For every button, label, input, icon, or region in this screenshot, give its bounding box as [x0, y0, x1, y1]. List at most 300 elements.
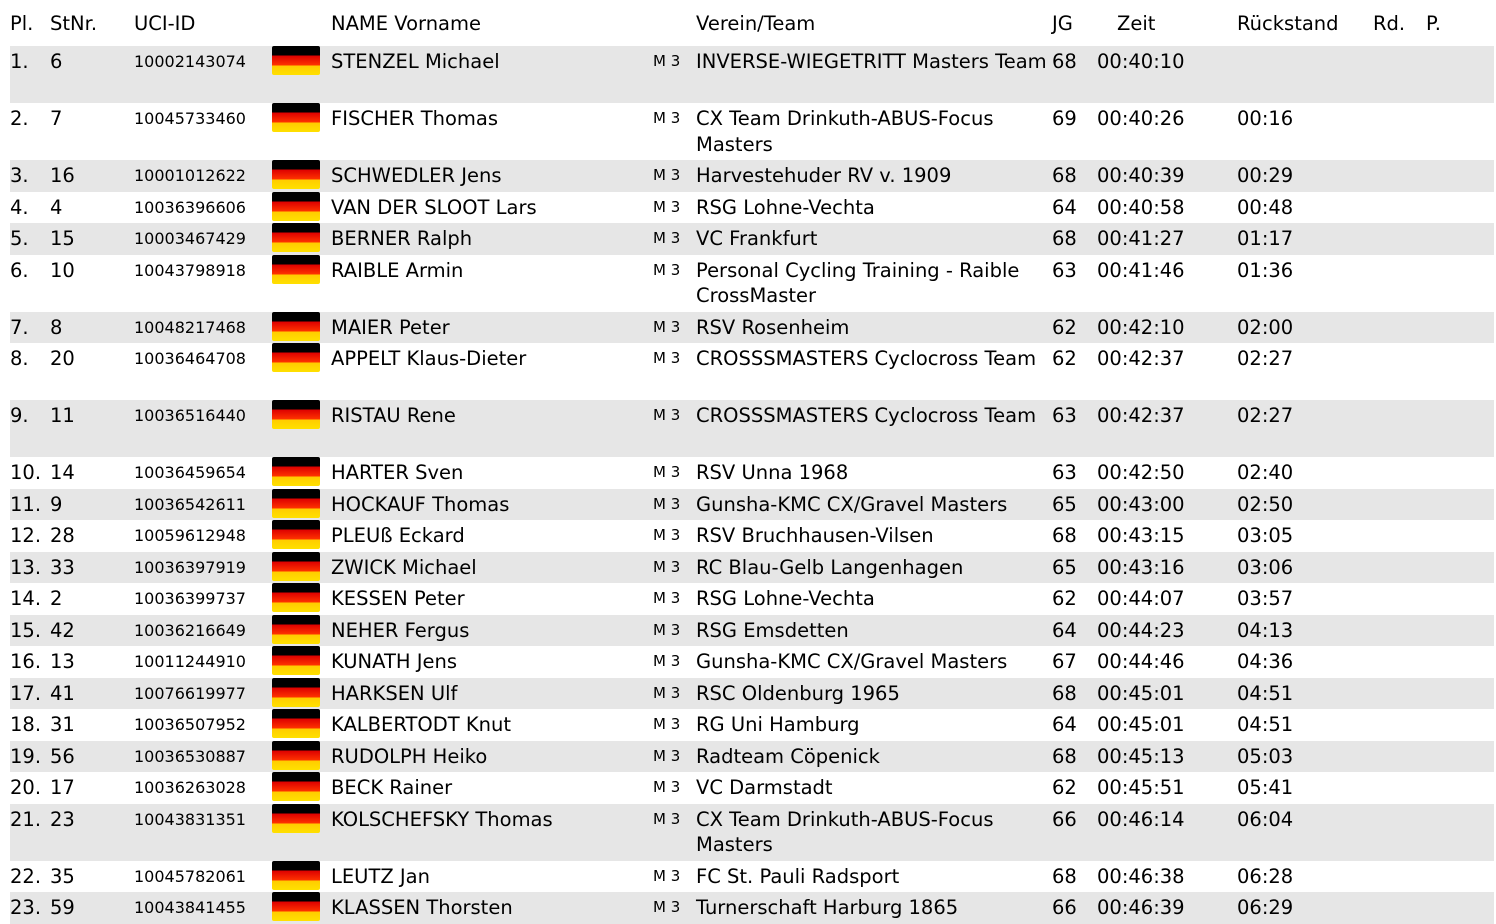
category-cell: M 3 — [653, 526, 681, 544]
col-header-jg: JG — [1052, 11, 1073, 35]
rider-name-cell: KLASSEN Thorsten — [331, 896, 513, 919]
flag-cell — [272, 255, 331, 312]
points-cell — [1426, 457, 1494, 489]
flag-cell — [272, 343, 331, 400]
gap-cell: 03:05 — [1237, 524, 1294, 547]
germany-flag-icon — [272, 192, 320, 221]
table-row — [10, 892, 1494, 924]
start-number-cell: 8 — [50, 315, 63, 339]
rider-name-cell: HARTER Sven — [331, 461, 464, 484]
table-row — [10, 160, 1494, 192]
category-cell: M 3 — [653, 809, 681, 828]
col-header-p: P. — [1426, 11, 1441, 35]
flag-cell — [272, 861, 331, 893]
time-cell: 00:43:16 — [1097, 555, 1185, 579]
start-number-cell: 6 — [50, 50, 63, 73]
start-number-cell: 41 — [50, 681, 75, 705]
germany-flag-icon — [272, 46, 320, 75]
points-cell — [1426, 400, 1494, 457]
category-cell: M 3 — [653, 229, 681, 247]
team-cell: VC Frankfurt — [696, 227, 818, 250]
gap-cell: 02:27 — [1237, 404, 1294, 427]
category-cell: M 3 — [653, 589, 681, 607]
laps-cell — [1373, 646, 1426, 678]
col-header-rd: Rd. — [1373, 11, 1406, 35]
category-cell: M 3 — [653, 166, 681, 184]
uci-id-cell: 10036216649 — [134, 620, 246, 640]
uci-id-cell: 10036399737 — [134, 589, 246, 608]
points-cell — [1426, 46, 1494, 103]
laps-cell — [1373, 520, 1426, 552]
uci-id-cell: 10003467429 — [134, 229, 246, 248]
rider-name-cell: RAIBLE Armin — [331, 258, 464, 282]
points-cell — [1426, 741, 1494, 773]
germany-flag-icon — [272, 520, 320, 549]
table-row — [10, 343, 1494, 400]
flag-cell — [272, 46, 331, 103]
uci-id-cell: 10036542611 — [134, 494, 246, 514]
gap-cell: 00:29 — [1237, 164, 1294, 187]
birth-year-cell: 62 — [1052, 347, 1077, 370]
team-cell: Harvestehuder RV v. 1909 — [696, 164, 952, 187]
start-number-cell: 2 — [50, 587, 63, 610]
gap-cell: 05:41 — [1237, 776, 1294, 799]
start-number-cell: 33 — [50, 555, 75, 579]
col-header-cat — [653, 0, 696, 46]
place-cell: 5. — [10, 227, 29, 250]
place-cell: 12. — [10, 524, 42, 547]
time-cell: 00:41:46 — [1097, 258, 1185, 282]
laps-cell — [1373, 772, 1426, 804]
points-cell — [1426, 861, 1494, 893]
points-cell — [1426, 192, 1494, 224]
flag-cell — [272, 520, 331, 552]
uci-id-cell: 10045782061 — [134, 866, 246, 886]
germany-flag-icon — [272, 678, 320, 707]
germany-flag-icon — [272, 709, 320, 738]
team-cell: INVERSE-WIEGETRITT Masters Team — [696, 50, 1047, 73]
time-cell: 00:40:26 — [1097, 107, 1185, 130]
table-row — [10, 103, 1494, 160]
place-cell: 17. — [10, 681, 42, 705]
germany-flag-icon — [272, 312, 320, 341]
col-header-stnr: StNr. — [50, 11, 98, 35]
flag-cell — [272, 772, 331, 804]
birth-year-cell: 68 — [1052, 524, 1077, 547]
start-number-cell: 31 — [50, 713, 75, 736]
rider-name-cell: STENZEL Michael — [331, 50, 500, 73]
team-cell: RSC Oldenburg 1965 — [696, 681, 900, 705]
team-cell: Turnerschaft Harburg 1865 — [696, 896, 959, 919]
start-number-cell: 15 — [50, 227, 75, 250]
uci-id-cell: 10002143074 — [134, 52, 246, 71]
laps-cell — [1373, 223, 1426, 255]
germany-flag-icon — [272, 255, 320, 284]
birth-year-cell: 64 — [1052, 618, 1077, 642]
rider-name-cell: KALBERTODT Knut — [331, 713, 512, 736]
table-row — [10, 646, 1494, 678]
rider-name-cell: HOCKAUF Thomas — [331, 492, 510, 516]
gap-cell: 03:57 — [1237, 587, 1294, 610]
team-cell: Radteam Cöpenick — [696, 744, 880, 768]
team-cell: VC Darmstadt — [696, 776, 833, 799]
category-cell: M 3 — [653, 463, 681, 481]
birth-year-cell: 68 — [1052, 50, 1077, 73]
laps-cell — [1373, 552, 1426, 584]
time-cell: 00:44:07 — [1097, 587, 1185, 610]
points-cell — [1426, 552, 1494, 584]
rider-name-cell: VAN DER SLOOT Lars — [331, 195, 537, 219]
place-cell: 10. — [10, 461, 42, 484]
germany-flag-icon — [272, 457, 320, 486]
gap-cell: 06:28 — [1237, 864, 1294, 888]
uci-id-cell: 10036396606 — [134, 197, 246, 217]
flag-cell — [272, 892, 331, 924]
birth-year-cell: 65 — [1052, 555, 1077, 579]
laps-cell — [1373, 400, 1426, 457]
rider-name-cell: BECK Rainer — [331, 776, 453, 799]
category-cell: M 3 — [653, 494, 681, 513]
flag-cell — [272, 192, 331, 224]
uci-id-cell: 10059612948 — [134, 526, 246, 545]
germany-flag-icon — [272, 861, 320, 890]
start-number-cell: 16 — [50, 164, 75, 187]
category-cell: M 3 — [653, 620, 681, 639]
uci-id-cell: 10076619977 — [134, 683, 246, 703]
time-cell: 00:45:01 — [1097, 713, 1185, 736]
start-number-cell: 4 — [50, 195, 63, 219]
team-cell: Gunsha-KMC CX/Gravel Masters — [696, 650, 1008, 673]
points-cell — [1426, 772, 1494, 804]
start-number-cell: 11 — [50, 404, 75, 427]
table-row — [10, 709, 1494, 741]
germany-flag-icon — [272, 552, 320, 581]
team-cell: RG Uni Hamburg — [696, 713, 860, 736]
time-cell: 00:44:23 — [1097, 618, 1185, 642]
flag-cell — [272, 457, 331, 489]
category-cell: M 3 — [653, 406, 681, 424]
rider-name-cell: LEUTZ Jan — [331, 864, 430, 888]
time-cell: 00:42:37 — [1097, 347, 1185, 370]
rider-name-cell: FISCHER Thomas — [331, 107, 498, 130]
team-cell: RSV Bruchhausen-Vilsen — [696, 524, 934, 547]
place-cell: 1. — [10, 50, 29, 73]
flag-cell — [272, 615, 331, 647]
place-cell: 23. — [10, 896, 42, 919]
flag-cell — [272, 160, 331, 192]
points-cell — [1426, 583, 1494, 615]
laps-cell — [1373, 103, 1426, 160]
laps-cell — [1373, 615, 1426, 647]
points-cell — [1426, 646, 1494, 678]
birth-year-cell: 69 — [1052, 107, 1077, 130]
category-cell: M 3 — [653, 715, 681, 733]
rider-name-cell: PLEUß Eckard — [331, 524, 465, 547]
flag-cell — [272, 646, 331, 678]
table-row — [10, 520, 1494, 552]
rider-name-cell: BERNER Ralph — [331, 227, 473, 250]
start-number-cell: 28 — [50, 524, 75, 547]
time-cell: 00:44:46 — [1097, 650, 1185, 673]
place-cell: 19. — [10, 744, 42, 768]
laps-cell — [1373, 192, 1426, 224]
start-number-cell: 17 — [50, 776, 75, 799]
uci-id-cell: 10043841455 — [134, 898, 246, 917]
germany-flag-icon — [272, 615, 320, 644]
place-cell: 14. — [10, 587, 42, 610]
start-number-cell: 42 — [50, 618, 75, 642]
time-cell: 00:41:27 — [1097, 227, 1185, 250]
col-header-pl: Pl. — [10, 11, 34, 35]
team-cell: CROSSSMASTERS Cyclocross Team — [696, 404, 1037, 427]
rider-name-cell: NEHER Fergus — [331, 618, 470, 642]
birth-year-cell: 64 — [1052, 195, 1077, 219]
table-row — [10, 552, 1494, 584]
gap-cell: 06:29 — [1237, 896, 1294, 919]
uci-id-cell: 10001012622 — [134, 166, 246, 185]
laps-cell — [1373, 343, 1426, 400]
table-row — [10, 861, 1494, 893]
team-cell: RSV Rosenheim — [696, 315, 850, 339]
table-row — [10, 312, 1494, 344]
team-cell: RSG Lohne-Vechta — [696, 587, 875, 610]
time-cell: 00:46:39 — [1097, 896, 1185, 919]
laps-cell — [1373, 709, 1426, 741]
category-cell: M 3 — [653, 109, 681, 127]
birth-year-cell: 62 — [1052, 315, 1077, 339]
points-cell — [1426, 489, 1494, 521]
category-cell: M 3 — [653, 557, 681, 576]
flag-cell — [272, 741, 331, 773]
place-cell: 15. — [10, 618, 42, 642]
birth-year-cell: 66 — [1052, 807, 1077, 831]
uci-id-cell: 10036459654 — [134, 463, 246, 482]
points-cell — [1426, 615, 1494, 647]
uci-id-cell: 10043798918 — [134, 260, 246, 280]
place-cell: 4. — [10, 195, 29, 219]
category-cell: M 3 — [653, 52, 681, 70]
header-row — [10, 0, 1494, 46]
team-cell: CX Team Drinkuth-ABUS-Focus Masters — [696, 107, 994, 156]
place-cell: 16. — [10, 650, 42, 673]
table-row — [10, 804, 1494, 861]
place-cell: 6. — [10, 258, 29, 282]
rider-name-cell: RUDOLPH Heiko — [331, 744, 488, 768]
team-cell: RSG Emsdetten — [696, 618, 849, 642]
birth-year-cell: 68 — [1052, 744, 1077, 768]
time-cell: 00:42:50 — [1097, 461, 1185, 484]
germany-flag-icon — [272, 772, 320, 801]
table-row — [10, 772, 1494, 804]
flag-cell — [272, 678, 331, 710]
laps-cell — [1373, 583, 1426, 615]
uci-id-cell: 10036464708 — [134, 349, 246, 368]
uci-id-cell: 10036397919 — [134, 557, 246, 577]
team-cell: RSV Unna 1968 — [696, 461, 849, 484]
uci-id-cell: 10045733460 — [134, 109, 246, 128]
start-number-cell: 7 — [50, 107, 63, 130]
col-header-uci: UCI-ID — [134, 11, 196, 35]
points-cell — [1426, 312, 1494, 344]
uci-id-cell: 10036507952 — [134, 715, 246, 734]
start-number-cell: 35 — [50, 864, 75, 888]
uci-id-cell: 10011244910 — [134, 652, 246, 671]
col-header-zeit: Zeit — [1117, 11, 1156, 35]
flag-cell — [272, 709, 331, 741]
time-cell: 00:40:10 — [1097, 50, 1185, 73]
germany-flag-icon — [272, 400, 320, 429]
place-cell: 22. — [10, 864, 42, 888]
team-cell: CROSSSMASTERS Cyclocross Team — [696, 347, 1037, 370]
category-cell: M 3 — [653, 652, 681, 670]
gap-cell: 00:16 — [1237, 107, 1294, 130]
table-row — [10, 457, 1494, 489]
birth-year-cell: 62 — [1052, 587, 1077, 610]
category-cell: M 3 — [653, 866, 681, 885]
germany-flag-icon — [272, 892, 320, 921]
germany-flag-icon — [272, 103, 320, 132]
birth-year-cell: 68 — [1052, 164, 1077, 187]
place-cell: 13. — [10, 555, 42, 579]
birth-year-cell: 68 — [1052, 864, 1077, 888]
time-cell: 00:46:14 — [1097, 807, 1185, 831]
laps-cell — [1373, 804, 1426, 861]
germany-flag-icon — [272, 646, 320, 675]
gap-cell: 02:50 — [1237, 492, 1294, 516]
gap-cell: 06:04 — [1237, 807, 1294, 831]
place-cell: 20. — [10, 776, 42, 799]
start-number-cell: 59 — [50, 896, 75, 919]
start-number-cell: 20 — [50, 347, 75, 370]
table-row — [10, 678, 1494, 710]
time-cell: 00:43:00 — [1097, 492, 1185, 516]
start-number-cell: 13 — [50, 650, 75, 673]
uci-id-cell: 10043831351 — [134, 809, 246, 829]
team-cell: RC Blau-Gelb Langenhagen — [696, 555, 964, 579]
birth-year-cell: 63 — [1052, 258, 1077, 282]
gap-cell: 04:51 — [1237, 713, 1294, 736]
gap-cell: 05:03 — [1237, 744, 1294, 768]
flag-cell — [272, 804, 331, 861]
rider-name-cell: APPELT Klaus-Dieter — [331, 347, 527, 370]
start-number-cell: 14 — [50, 461, 75, 484]
table-row — [10, 46, 1494, 103]
rider-name-cell: RISTAU Rene — [331, 404, 456, 427]
uci-id-cell: 10036516440 — [134, 406, 246, 425]
time-cell: 00:45:13 — [1097, 744, 1185, 768]
points-cell — [1426, 160, 1494, 192]
points-cell — [1426, 804, 1494, 861]
team-cell: Personal Cycling Training - Raible CrossMaster — [696, 258, 1020, 307]
uci-id-cell: 10036263028 — [134, 778, 246, 797]
category-cell: M 3 — [653, 197, 681, 216]
category-cell: M 3 — [653, 317, 681, 336]
table-row — [10, 583, 1494, 615]
rider-name-cell: KOLSCHEFSKY Thomas — [331, 807, 553, 831]
birth-year-cell: 65 — [1052, 492, 1077, 516]
germany-flag-icon — [272, 804, 320, 833]
gap-cell: 02:40 — [1237, 461, 1294, 484]
table-row — [10, 255, 1494, 312]
laps-cell — [1373, 46, 1426, 103]
rider-name-cell: MAIER Peter — [331, 315, 450, 339]
laps-cell — [1373, 892, 1426, 924]
gap-cell: 00:48 — [1237, 195, 1294, 219]
gap-cell: 04:36 — [1237, 650, 1294, 673]
birth-year-cell: 66 — [1052, 896, 1077, 919]
table-row — [10, 192, 1494, 224]
laps-cell — [1373, 741, 1426, 773]
time-cell: 00:42:37 — [1097, 404, 1185, 427]
flag-cell — [272, 400, 331, 457]
place-cell: 9. — [10, 404, 29, 427]
points-cell — [1426, 255, 1494, 312]
col-header-rueckstand: Rückstand — [1237, 11, 1339, 35]
place-cell: 7. — [10, 315, 29, 339]
germany-flag-icon — [272, 583, 320, 612]
flag-cell — [272, 489, 331, 521]
time-cell: 00:42:10 — [1097, 315, 1185, 339]
category-cell: M 3 — [653, 349, 681, 367]
points-cell — [1426, 709, 1494, 741]
rider-name-cell: ZWICK Michael — [331, 555, 477, 579]
category-cell: M 3 — [653, 778, 681, 796]
time-cell: 00:40:58 — [1097, 195, 1185, 219]
gap-cell: 02:27 — [1237, 347, 1294, 370]
flag-cell — [272, 583, 331, 615]
place-cell: 8. — [10, 347, 29, 370]
start-number-cell: 9 — [50, 492, 63, 516]
place-cell: 18. — [10, 713, 42, 736]
birth-year-cell: 67 — [1052, 650, 1077, 673]
birth-year-cell: 62 — [1052, 776, 1077, 799]
gap-cell: 04:13 — [1237, 618, 1294, 642]
birth-year-cell: 63 — [1052, 461, 1077, 484]
table-row — [10, 400, 1494, 457]
category-cell: M 3 — [653, 898, 681, 916]
start-number-cell: 10 — [50, 258, 75, 282]
time-cell: 00:45:51 — [1097, 776, 1185, 799]
points-cell — [1426, 223, 1494, 255]
gap-cell — [1237, 46, 1373, 103]
table-row — [10, 615, 1494, 647]
start-number-cell: 23 — [50, 807, 75, 831]
time-cell: 00:40:39 — [1097, 164, 1185, 187]
category-cell: M 3 — [653, 683, 681, 702]
germany-flag-icon — [272, 489, 320, 518]
team-cell: RSG Lohne-Vechta — [696, 195, 875, 219]
table-row — [10, 741, 1494, 773]
flag-cell — [272, 223, 331, 255]
table-row — [10, 223, 1494, 255]
points-cell — [1426, 678, 1494, 710]
flag-cell — [272, 552, 331, 584]
laps-cell — [1373, 160, 1426, 192]
rider-name-cell: KESSEN Peter — [331, 587, 465, 610]
team-cell: CX Team Drinkuth-ABUS-Focus Masters — [696, 807, 994, 856]
laps-cell — [1373, 312, 1426, 344]
germany-flag-icon — [272, 223, 320, 252]
gap-cell: 03:06 — [1237, 555, 1294, 579]
rider-name-cell: KUNATH Jens — [331, 650, 457, 673]
gap-cell: 01:17 — [1237, 227, 1294, 250]
laps-cell — [1373, 861, 1426, 893]
time-cell: 00:46:38 — [1097, 864, 1185, 888]
points-cell — [1426, 892, 1494, 924]
uci-id-cell: 10048217468 — [134, 317, 246, 337]
points-cell — [1426, 103, 1494, 160]
table-row — [10, 489, 1494, 521]
